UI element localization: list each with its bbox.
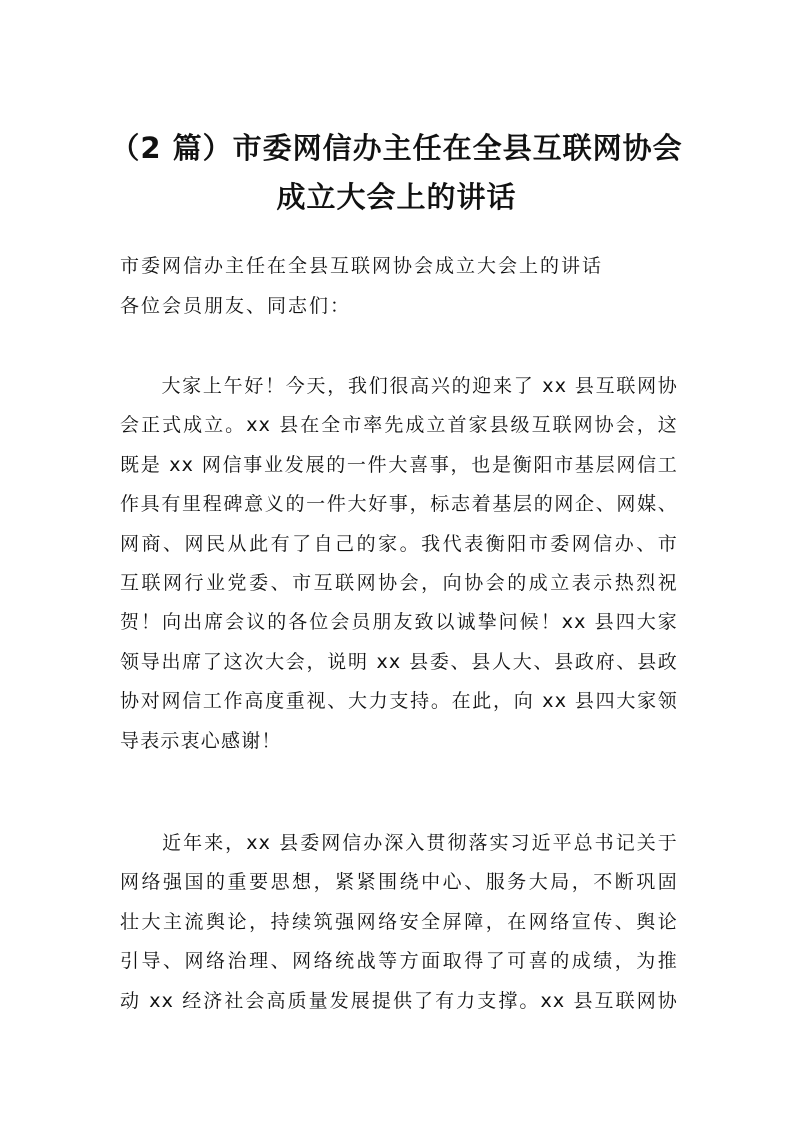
paragraph-line: 近年来，xx 县委网信办深入贯彻落实习近平总书记关于	[120, 832, 678, 854]
document-title-line-1: （2 篇）市委网信办主任在全县互联网协会	[110, 131, 683, 165]
paragraph-line: 引导、网络治理、网络统战等方面取得了可喜的成绩，为推	[120, 950, 678, 973]
paragraph-line: 导表示衷心感谢！	[120, 729, 282, 752]
speech-subtitle: 市委网信办主任在全县互联网协会成立大会上的讲话	[120, 255, 604, 277]
paragraph-line: 网络强国的重要思想，紧紧围绕中心、服务大局，不断巩固	[120, 871, 678, 894]
paragraph-line: 大家上午好！今天，我们很高兴的迎来了 xx 县互联网协	[120, 375, 678, 397]
paragraph-line: 协对网信工作高度重视、大力支持。在此，向 xx 县四大家领	[120, 690, 678, 713]
paragraph-line: 互联网行业党委、市互联网协会，向协会的成立表示热烈祝	[120, 572, 678, 595]
paragraph-line: 网商、网民从此有了自己的家。我代表衡阳市委网信办、市	[120, 532, 678, 555]
paragraph-line: 动 xx 经济社会高质量发展提供了有力支撑。xx 县互联网协	[120, 989, 678, 1012]
salutation: 各位会员朋友、同志们：	[120, 295, 352, 317]
paragraph-2	[120, 824, 678, 1021]
paragraph-1	[120, 367, 678, 761]
paragraph-line: 领导出席了这次大会，说明 xx 县委、县人大、县政府、县政	[120, 650, 678, 673]
paragraph-line: 壮大主流舆论，持续筑强网络安全屏障，在网络宣传、舆论	[120, 910, 678, 933]
document-title-line-2: 成立大会上的讲话	[276, 180, 517, 214]
paragraph-line: 既是 xx 网信事业发展的一件大喜事，也是衡阳市基层网信工	[120, 453, 678, 476]
paragraph-line: 作具有里程碑意义的一件大好事，标志着基层的网企、网媒、	[120, 493, 678, 516]
paragraph-line: 贺！向出席会议的各位会员朋友致以诚挚问候！xx 县四大家	[120, 611, 678, 634]
paragraph-line: 会正式成立。xx 县在全市率先成立首家县级互联网协会，这	[120, 414, 678, 437]
